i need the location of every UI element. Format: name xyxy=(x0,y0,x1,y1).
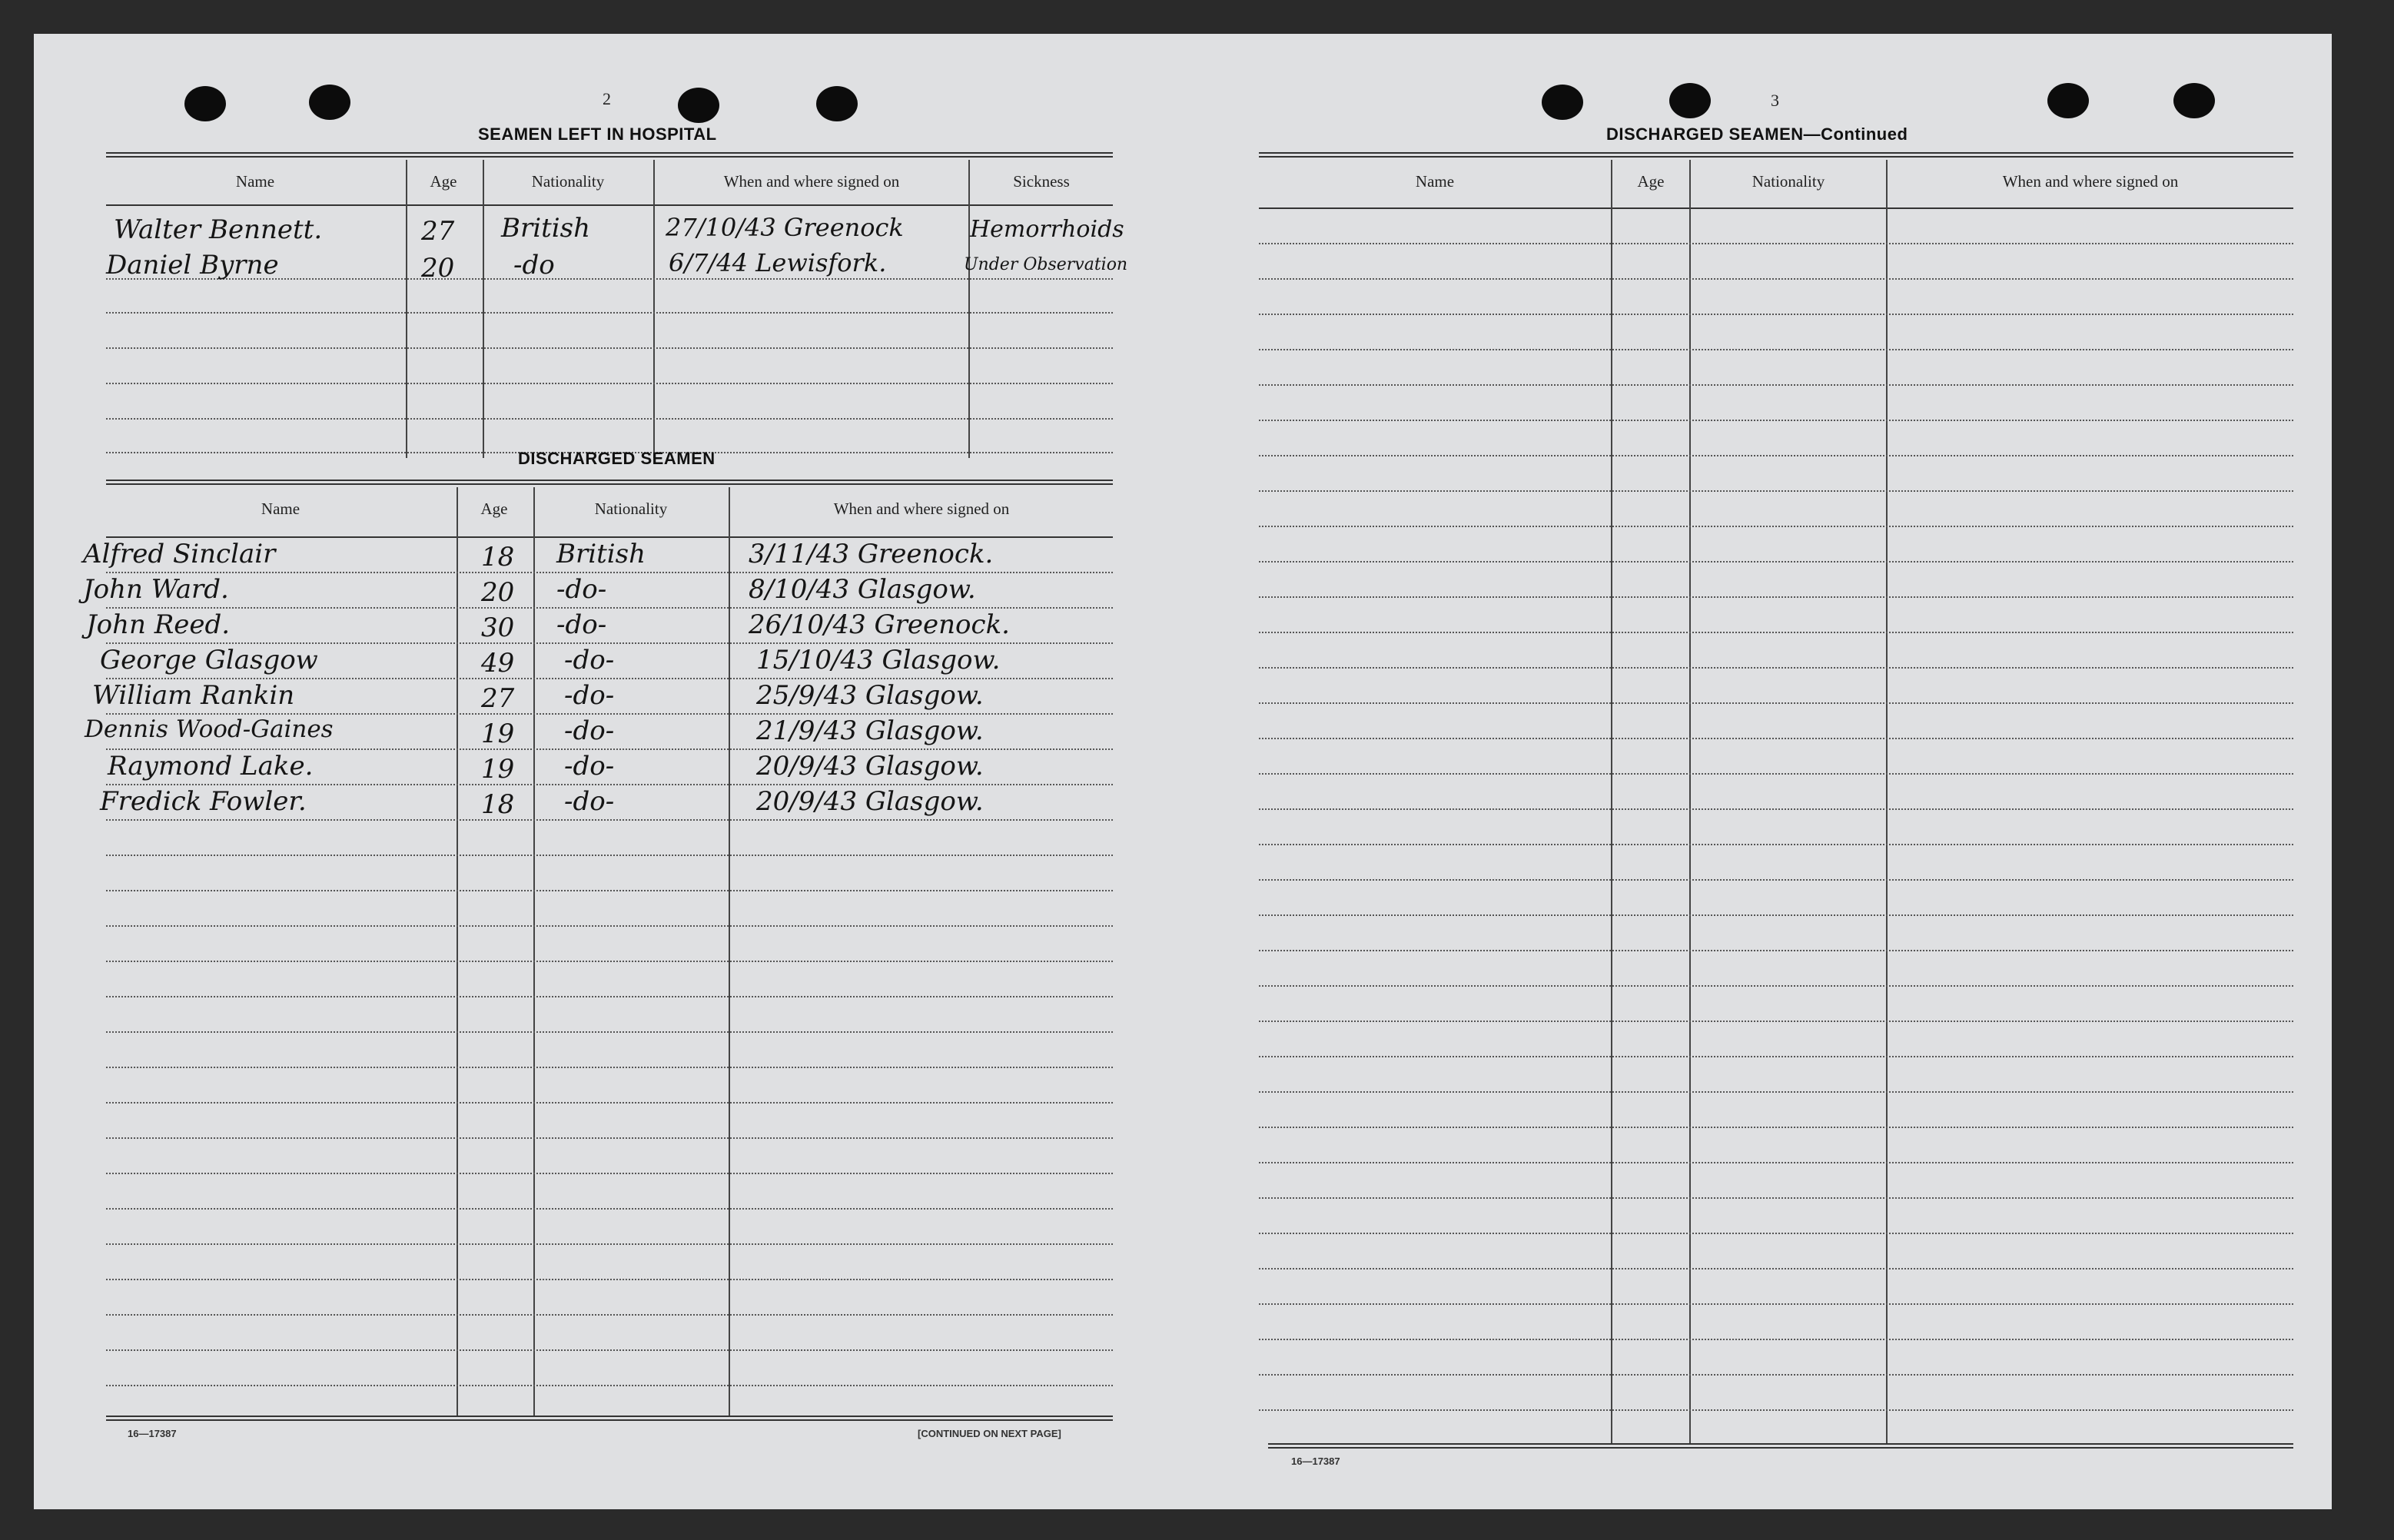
ruled-line xyxy=(106,383,1113,384)
ruled-line xyxy=(1259,1409,2293,1411)
ruled-line xyxy=(1259,384,2293,386)
ruled-line xyxy=(106,1314,1113,1316)
ruled-line xyxy=(106,1067,1113,1068)
ruled-line xyxy=(106,925,1113,927)
ruled-line xyxy=(106,312,1113,314)
right-header-age: Age xyxy=(1637,172,1665,191)
discharged-row-4-signed-on: 15/10/43 Glasgow. xyxy=(756,645,1001,675)
hospital-row-1-age: 27 xyxy=(421,216,455,247)
hospital-header-age: Age xyxy=(430,172,457,191)
hospital-section-title: SEAMEN LEFT IN HOSPITAL xyxy=(478,124,717,144)
column-divider xyxy=(533,487,535,1416)
discharged-row-5-name: William Rankin xyxy=(92,680,295,711)
discharged-row-8-name: Fredick Fowler. xyxy=(100,786,307,817)
hospital-row-1-name: Walter Bennett. xyxy=(114,214,323,245)
discharged-row-3-name: John Reed. xyxy=(86,609,231,640)
ruled-line xyxy=(1259,490,2293,492)
hospital-header-name: Name xyxy=(235,172,275,191)
ruled-line xyxy=(1259,561,2293,563)
hospital-header-nationality: Nationality xyxy=(531,172,605,191)
ruled-line xyxy=(1259,1056,2293,1057)
punch-hole xyxy=(2047,83,2089,118)
discharged-row-6-nationality: -do- xyxy=(564,715,615,746)
discharged-row-8-signed-on: 20/9/43 Glasgow. xyxy=(756,786,984,817)
column-divider xyxy=(1886,160,1888,1443)
discharged-row-2-signed-on: 8/10/43 Glasgow. xyxy=(749,574,976,605)
ruled-line xyxy=(106,1137,1113,1139)
ruled-line xyxy=(1259,632,2293,633)
ruled-line xyxy=(1259,1091,2293,1093)
discharged-header-nationality: Nationality xyxy=(594,500,668,518)
right-header-signed-on: When and where signed on xyxy=(2002,172,2179,191)
ruled-line xyxy=(1259,420,2293,421)
header-rule xyxy=(1259,207,2293,209)
ruled-line xyxy=(1259,314,2293,315)
ruled-line xyxy=(1259,1303,2293,1305)
discharged-row-1-age: 18 xyxy=(481,542,515,573)
hospital-row-2-sickness: Under Observation xyxy=(964,255,1128,274)
ruled-line xyxy=(106,819,1113,821)
ruled-line xyxy=(1259,808,2293,810)
right-form-number: 16—17387 xyxy=(1291,1455,1340,1467)
ruled-line xyxy=(106,642,1113,644)
ruled-line xyxy=(106,1173,1113,1174)
discharged-row-5-signed-on: 25/9/43 Glasgow. xyxy=(756,680,984,711)
punch-hole xyxy=(1669,83,1711,118)
ruled-line xyxy=(106,1243,1113,1245)
table-bottom-rule xyxy=(1268,1443,2293,1449)
ruled-line xyxy=(106,1385,1113,1386)
ruled-line xyxy=(1259,1127,2293,1128)
discharged-row-6-signed-on: 21/9/43 Glasgow. xyxy=(756,715,984,746)
ruled-line xyxy=(1259,349,2293,350)
discharged-row-2-name: John Ward. xyxy=(83,574,229,605)
ruled-line xyxy=(106,855,1113,856)
punch-hole xyxy=(2173,83,2215,118)
table-top-rule xyxy=(106,480,1113,485)
left-page-number: 2 xyxy=(603,89,611,108)
ruled-line xyxy=(106,1279,1113,1280)
discharged-row-1-signed-on: 3/11/43 Greenock. xyxy=(749,539,994,569)
hospital-row-2-nationality: -do xyxy=(513,250,555,280)
hospital-row-1-signed-on: 27/10/43 Greenock xyxy=(666,213,904,242)
ruled-line xyxy=(106,1349,1113,1351)
discharged-header-name: Name xyxy=(261,500,300,518)
column-divider xyxy=(1689,160,1691,1443)
hospital-row-1-nationality: British xyxy=(501,213,590,244)
table-bottom-rule xyxy=(106,1416,1113,1421)
ruled-line xyxy=(1259,1162,2293,1163)
ruled-line xyxy=(1259,844,2293,845)
discharged-row-7-nationality: -do- xyxy=(564,751,615,782)
discharged-row-4-nationality: -do- xyxy=(564,645,615,675)
ruled-line xyxy=(106,961,1113,962)
discharged-row-6-age: 19 xyxy=(481,719,515,749)
ruled-line xyxy=(1259,1197,2293,1199)
ruled-line xyxy=(106,1208,1113,1210)
discharged-row-3-age: 30 xyxy=(481,612,515,643)
column-divider xyxy=(653,160,655,458)
discharged-row-8-age: 18 xyxy=(481,789,515,820)
ruled-line xyxy=(106,713,1113,715)
right-section-title: DISCHARGED SEAMEN—Continued xyxy=(1606,124,1908,144)
discharged-header-signed-on: When and where signed on xyxy=(833,500,1010,518)
discharged-row-7-name: Raymond Lake. xyxy=(108,751,314,782)
discharged-row-6-name: Dennis Wood-Gaines xyxy=(85,715,334,743)
ruled-line xyxy=(1259,526,2293,527)
column-divider xyxy=(457,487,458,1416)
ruled-line xyxy=(106,890,1113,891)
ruled-line xyxy=(1259,738,2293,739)
discharged-row-4-age: 49 xyxy=(481,648,515,679)
table-top-rule xyxy=(1259,152,2293,158)
punch-hole xyxy=(309,85,350,120)
ruled-line xyxy=(106,784,1113,785)
ruled-line xyxy=(1259,702,2293,704)
hospital-header-signed-on: When and where signed on xyxy=(723,172,900,191)
discharged-row-3-signed-on: 26/10/43 Greenock. xyxy=(749,609,1010,640)
discharged-row-7-signed-on: 20/9/43 Glasgow. xyxy=(756,751,984,782)
ruled-line xyxy=(1259,1021,2293,1022)
ruled-line xyxy=(1259,985,2293,987)
discharged-row-7-age: 19 xyxy=(481,754,515,785)
ruled-line xyxy=(1259,773,2293,775)
discharged-row-5-nationality: -do- xyxy=(564,680,615,711)
ruled-line xyxy=(1259,1233,2293,1234)
discharged-row-1-name: Alfred Sinclair xyxy=(83,539,276,569)
column-divider xyxy=(483,160,484,458)
left-form-number: 16—17387 xyxy=(128,1428,177,1439)
punch-hole xyxy=(184,86,226,121)
ruled-line xyxy=(1259,596,2293,598)
hospital-row-2-signed-on: 6/7/44 Lewisfork. xyxy=(669,248,887,277)
header-rule xyxy=(106,204,1113,206)
ruled-line xyxy=(1259,950,2293,951)
ruled-line xyxy=(1259,879,2293,881)
punch-hole xyxy=(678,88,719,123)
ruled-line xyxy=(106,748,1113,750)
column-divider xyxy=(406,160,407,458)
ruled-line xyxy=(1259,914,2293,916)
hospital-row-2-name: Daniel Byrne xyxy=(106,250,279,280)
ruled-line xyxy=(1259,1339,2293,1340)
form-sheet xyxy=(34,34,2332,1509)
ruled-line xyxy=(1259,455,2293,456)
column-divider xyxy=(1611,160,1612,1443)
discharged-section-title: DISCHARGED SEAMEN xyxy=(518,449,716,468)
discharged-row-2-nationality: -do- xyxy=(556,574,607,605)
ruled-line xyxy=(1259,278,2293,280)
ruled-line xyxy=(106,1102,1113,1104)
ruled-line xyxy=(106,347,1113,349)
ruled-line xyxy=(1259,243,2293,244)
ruled-line xyxy=(106,607,1113,609)
discharged-row-1-nationality: British xyxy=(556,539,646,569)
right-header-name: Name xyxy=(1415,172,1455,191)
discharged-row-5-age: 27 xyxy=(481,683,515,714)
discharged-row-8-nationality: -do- xyxy=(564,786,615,817)
punch-hole xyxy=(816,86,858,121)
continued-note: [CONTINUED ON NEXT PAGE] xyxy=(918,1428,1061,1439)
column-divider xyxy=(968,160,970,458)
hospital-row-1-sickness: Hemorrhoids xyxy=(970,216,1124,243)
ruled-line xyxy=(106,996,1113,997)
discharged-row-4-name: George Glasgow xyxy=(100,645,318,675)
right-page-number: 3 xyxy=(1771,91,1779,110)
hospital-header-sickness: Sickness xyxy=(1013,172,1070,191)
discharged-header-age: Age xyxy=(480,500,508,518)
discharged-row-3-nationality: -do- xyxy=(556,609,607,640)
ruled-line xyxy=(106,572,1113,573)
discharged-row-2-age: 20 xyxy=(481,577,515,608)
ruled-line xyxy=(106,1031,1113,1033)
ruled-line xyxy=(106,678,1113,679)
ruled-line xyxy=(1259,1374,2293,1376)
header-rule xyxy=(106,536,1113,538)
ruled-line xyxy=(106,418,1113,420)
hospital-row-2-age: 20 xyxy=(421,253,455,284)
right-header-nationality: Nationality xyxy=(1752,172,1825,191)
punch-hole xyxy=(1542,85,1583,120)
ruled-line xyxy=(1259,667,2293,669)
table-top-rule xyxy=(106,152,1113,158)
ruled-line xyxy=(1259,1268,2293,1270)
column-divider xyxy=(729,487,730,1416)
